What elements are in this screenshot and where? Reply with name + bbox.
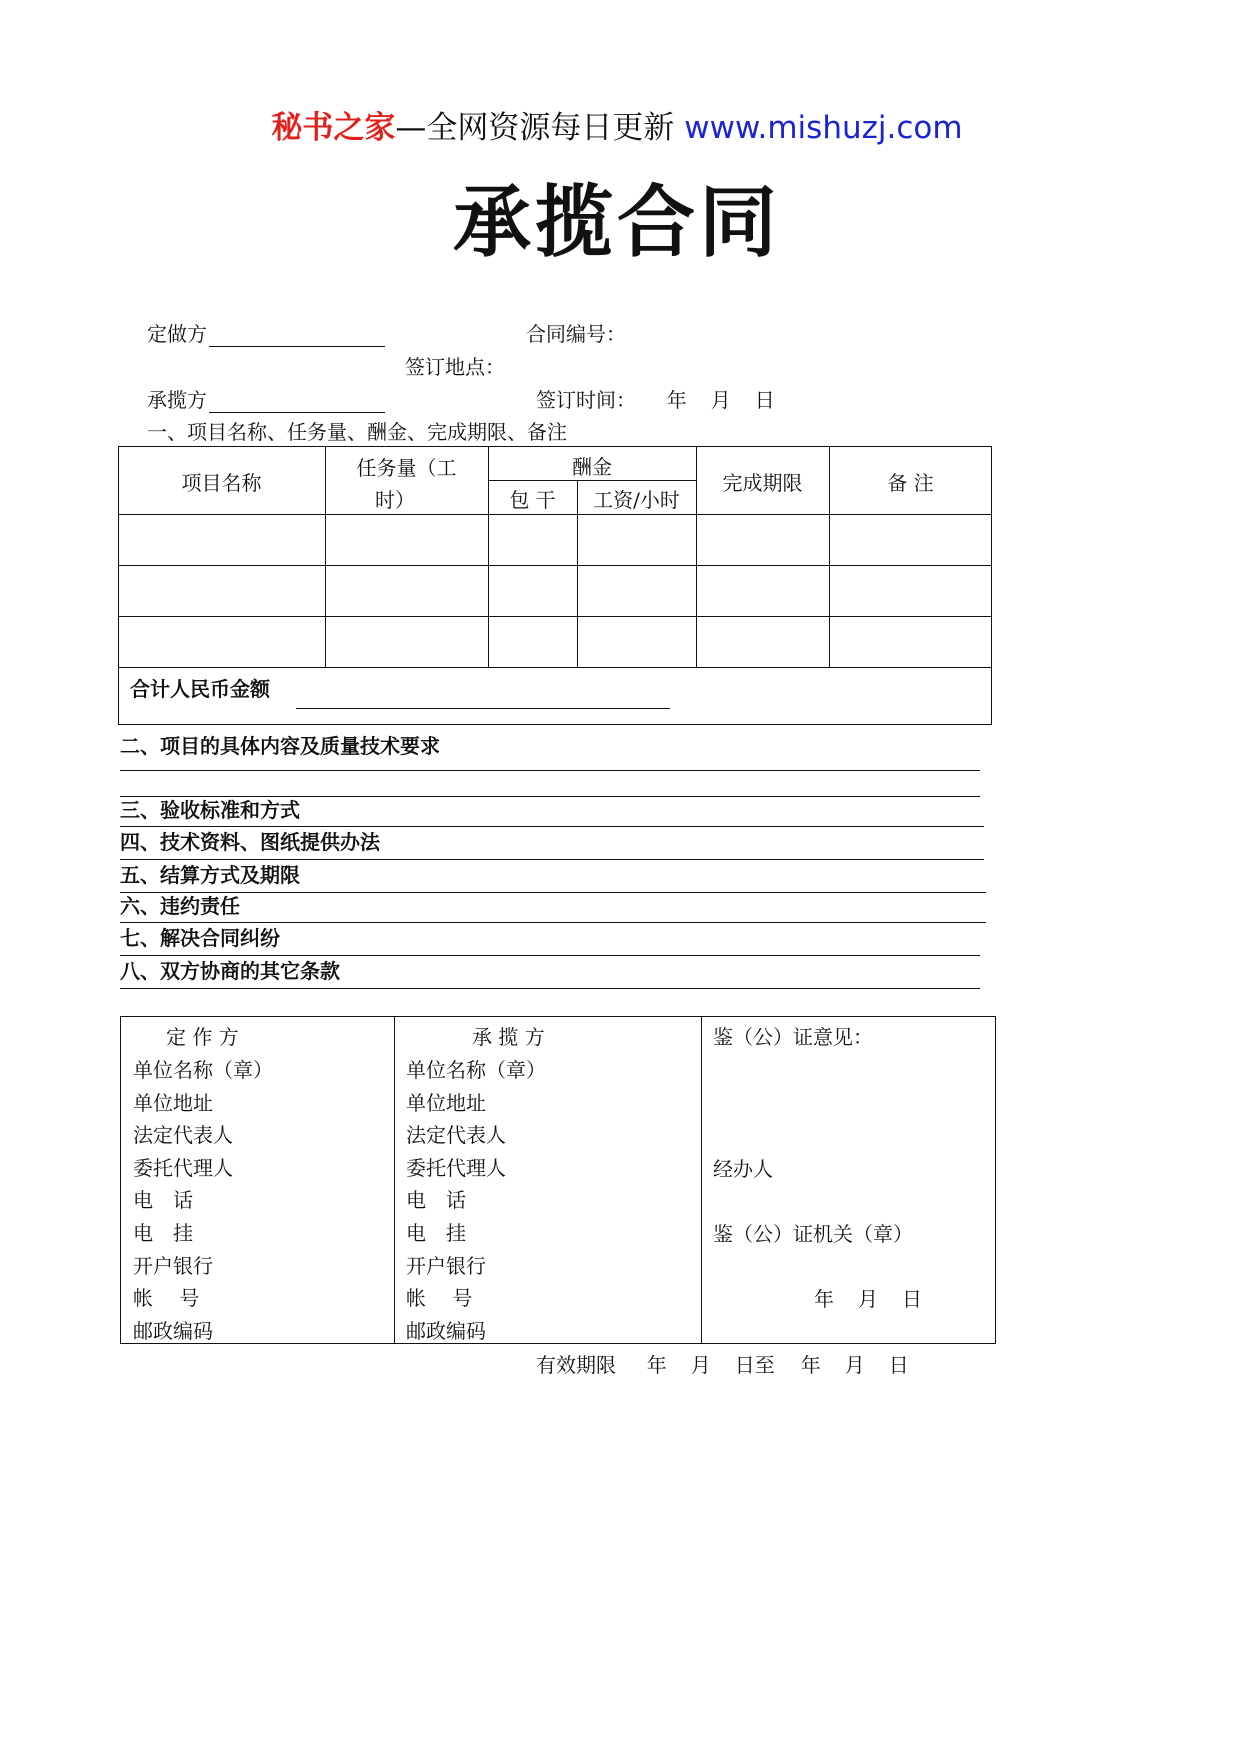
section8-line[interactable] (120, 988, 980, 989)
contract-no-label: 合同编号： (526, 322, 626, 346)
col-task-line1: 任务量（工 (356, 456, 457, 480)
col-wage-hour: 工资/小时 (593, 488, 680, 512)
notary-opinion-label: 鉴（公）证意见： (713, 1025, 873, 1049)
ordering-field-2: 单位地址 (133, 1090, 213, 1115)
section4-heading: 四、技术资料、图纸提供办法 (120, 830, 380, 854)
handler-label: 经办人 (713, 1157, 773, 1181)
notary-month: 月 (858, 1287, 878, 1311)
sign-year: 年 (666, 388, 687, 412)
contractor-header: 承 揽 方 (472, 1025, 545, 1049)
validity-label: 有效期限 (536, 1353, 616, 1377)
contractor-field-1: 单位名称（章） (406, 1058, 546, 1082)
ordering-party-label: 定做方 (147, 322, 207, 346)
ordering-field-1: 单位名称（章） (133, 1058, 273, 1082)
contractor-field-6: 电 挂 (406, 1221, 466, 1245)
brand-name: 秘书之家 (271, 110, 396, 146)
section2-line[interactable] (120, 770, 980, 771)
sig-col-divider-1 (394, 1016, 395, 1344)
section3-heading: 三、验收标准和方式 (120, 798, 300, 822)
section7-heading: 七、解决合同纠纷 (120, 926, 280, 950)
section6-heading: 六、违约责任 (120, 894, 240, 918)
validity-day2: 日 (888, 1353, 909, 1377)
total-blank[interactable] (296, 708, 670, 709)
row3-bottom-line (118, 667, 992, 668)
notary-date (814, 1283, 946, 1312)
section8-heading: 八、双方协商的其它条款 (120, 959, 340, 983)
sign-time-label: 签订时间： (536, 388, 636, 412)
section5-line[interactable] (120, 892, 986, 893)
ordering-header: 定 作 方 (166, 1025, 239, 1049)
contractor-field-3: 法定代表人 (406, 1123, 506, 1148)
section2-heading: 二、项目的具体内容及质量技术要求 (120, 734, 440, 758)
contractor-field-5: 电 话 (406, 1188, 466, 1213)
ordering-field-5: 电 话 (133, 1188, 193, 1213)
ordering-field-3: 法定代表人 (133, 1123, 233, 1148)
ordering-field-6: 电 挂 (133, 1221, 193, 1245)
ordering-party-row (147, 318, 385, 347)
validity-year2: 年 (800, 1353, 821, 1377)
contractor-row (147, 384, 385, 413)
ordering-field-8: 帐 号 (133, 1286, 200, 1311)
notary-day: 日 (902, 1287, 922, 1311)
row1-bottom-line (118, 565, 992, 566)
sign-time-row (536, 384, 799, 413)
validity-day-to: 日至 (734, 1353, 775, 1377)
ordering-field-4: 委托代理人 (133, 1155, 233, 1180)
section5-heading: 五、结算方式及期限 (120, 863, 300, 887)
row2-bottom-line (118, 616, 992, 617)
brand-url[interactable]: www.mishuzj.com (684, 110, 963, 146)
section1-heading: 一、项目名称、任务量、酬金、完成期限、备注 (147, 420, 567, 444)
validity-year: 年 (646, 1353, 667, 1377)
notary-year: 年 (814, 1287, 834, 1311)
sign-day: 日 (754, 388, 775, 412)
brand-slogan: —全网资源每日更新 (395, 110, 675, 146)
document-title: 承揽合同 (452, 178, 781, 268)
col-deadline: 完成期限 (722, 471, 803, 495)
ordering-party-blank[interactable] (209, 326, 385, 347)
contractor-label: 承揽方 (147, 388, 207, 412)
header-bottom-line (118, 514, 992, 515)
sign-month: 月 (710, 388, 731, 412)
ordering-field-7: 开户银行 (133, 1253, 213, 1278)
ordering-field-9: 邮政编码 (133, 1318, 213, 1343)
remuneration-divider (488, 480, 696, 481)
contractor-field-4: 委托代理人 (406, 1155, 506, 1180)
brand-banner (0, 102, 1234, 147)
contractor-field-7: 开户银行 (406, 1253, 486, 1278)
contractor-field-8: 帐 号 (406, 1286, 473, 1311)
contractor-blank[interactable] (209, 392, 385, 413)
validity-row (536, 1349, 909, 1378)
validity-month2: 月 (844, 1353, 865, 1377)
contractor-field-9: 邮政编码 (406, 1318, 486, 1343)
col-remuneration: 酬金 (572, 455, 612, 479)
contractor-field-2: 单位地址 (406, 1090, 486, 1115)
sign-place-label: 签订地点： (405, 355, 505, 379)
validity-month: 月 (690, 1353, 711, 1377)
notary-office-label: 鉴（公）证机关（章） (713, 1222, 913, 1246)
col-task-line2: 时） (375, 488, 415, 512)
col-lump-sum: 包 干 (509, 488, 556, 512)
total-label: 合计人民币金额 (130, 677, 270, 701)
sig-col-divider-2 (701, 1016, 702, 1344)
col-notes: 备 注 (887, 471, 934, 495)
col-project-name: 项目名称 (181, 471, 262, 495)
